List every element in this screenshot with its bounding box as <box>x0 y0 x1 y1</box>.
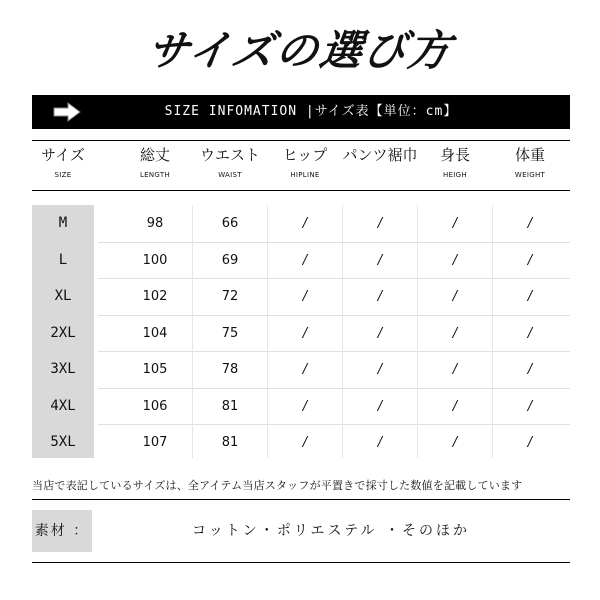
table-cell-weight: / <box>527 398 533 414</box>
note-rule <box>32 499 570 500</box>
header-sublabel: HEIGH <box>443 171 467 179</box>
header-label: サイズ <box>41 146 85 164</box>
table-cell-waist: 66 <box>221 216 239 231</box>
size-label: 3XL <box>50 361 76 377</box>
header-sublabel: WAIST <box>218 171 242 179</box>
column-divider <box>417 205 418 458</box>
table-cell-height: / <box>452 216 458 231</box>
table-cell-hip: / <box>302 289 308 304</box>
column-divider <box>192 205 193 458</box>
table-cell-waist: 78 <box>221 362 239 377</box>
column-divider <box>492 205 493 458</box>
material-value: コットン・ポリエステル ・そのほか <box>192 523 470 539</box>
measurement-note: 当店で表記しているサイズは、全アイテム当店スタッフが平置きで採寸した数値を記載しています <box>32 479 523 492</box>
table-cell-hip: / <box>302 435 308 450</box>
table-cell-waist: 81 <box>221 398 239 414</box>
table-cell-hem: / <box>377 362 383 377</box>
table-cell-hem: / <box>377 398 383 414</box>
table-cell-length: 98 <box>146 216 164 231</box>
table-cell-weight: / <box>527 362 533 377</box>
header-label: ヒップ <box>282 146 328 164</box>
table-cell-hem: / <box>377 289 383 304</box>
table-cell-length: 100 <box>142 252 168 268</box>
header-sublabel: LENGTH <box>139 171 171 179</box>
header-top-rule <box>32 140 570 141</box>
table-cell-waist: 75 <box>221 325 239 341</box>
header-cell <box>418 146 493 180</box>
page-title: サイズの選び方 <box>143 26 456 75</box>
header-sublabel: WEIGHT <box>514 171 546 179</box>
table-cell-hip: / <box>302 325 308 341</box>
table-cell-weight: / <box>527 216 533 231</box>
table-cell-length: 107 <box>142 435 168 450</box>
size-label: 4XL <box>50 397 76 414</box>
size-label: 5XL <box>50 434 76 450</box>
material-row <box>32 510 570 552</box>
size-label: L <box>58 251 68 268</box>
column-divider <box>267 205 268 458</box>
header-cell <box>193 146 268 180</box>
column-divider <box>342 205 343 458</box>
table-cell-length: 104 <box>142 325 168 341</box>
header-label: ウエスト <box>199 146 260 164</box>
table-cell-height: / <box>452 289 458 304</box>
table-cell-height: / <box>452 362 458 377</box>
header-cell <box>26 146 101 180</box>
banner-text: SIZE INFOMATION |サイズ表【単位：cm】 <box>164 104 458 119</box>
table-cell-waist: 81 <box>221 435 239 450</box>
table-cell-length: 105 <box>142 362 168 377</box>
table-cell-weight: / <box>527 325 533 341</box>
table-cell-hip: / <box>302 362 308 377</box>
table-cell-height: / <box>452 252 458 268</box>
table-cell-hem: / <box>377 252 383 268</box>
table-cell-hem: / <box>377 325 383 341</box>
header-label: パンツ裾巾 <box>342 146 418 164</box>
table-cell-hip: / <box>302 216 308 231</box>
header-cell <box>343 146 418 170</box>
header-sublabel: HIPLINE <box>290 171 320 179</box>
table-cell-height: / <box>452 435 458 450</box>
size-info-banner <box>32 95 570 129</box>
table-cell-hip: / <box>302 398 308 414</box>
table-cell-weight: / <box>527 289 533 304</box>
table-cell-height: / <box>452 398 458 414</box>
header-cell <box>268 146 343 180</box>
bottom-rule <box>32 562 570 563</box>
material-label: 素材 ： <box>32 510 92 552</box>
table-cell-waist: 69 <box>221 252 239 268</box>
table-cell-waist: 72 <box>221 289 239 304</box>
header-bottom-rule <box>32 190 570 191</box>
table-cell-hip: / <box>302 252 308 268</box>
table-cell-weight: / <box>527 252 533 268</box>
header-sublabel: SIZE <box>54 171 72 179</box>
table-cell-weight: / <box>527 435 533 450</box>
table-cell-height: / <box>452 325 458 341</box>
header-label: 総丈 <box>139 146 170 164</box>
size-label: 2XL <box>50 324 76 341</box>
header-label: 体重 <box>514 146 545 164</box>
size-label: XL <box>54 288 72 304</box>
table-cell-length: 106 <box>142 398 168 414</box>
header-cell <box>493 146 568 180</box>
table-cell-length: 102 <box>142 289 168 304</box>
table-cell-hem: / <box>377 216 383 231</box>
header-label: 身長 <box>439 146 470 164</box>
header-cell <box>118 146 193 180</box>
size-label: M <box>58 215 68 231</box>
table-cell-hem: / <box>377 435 383 450</box>
